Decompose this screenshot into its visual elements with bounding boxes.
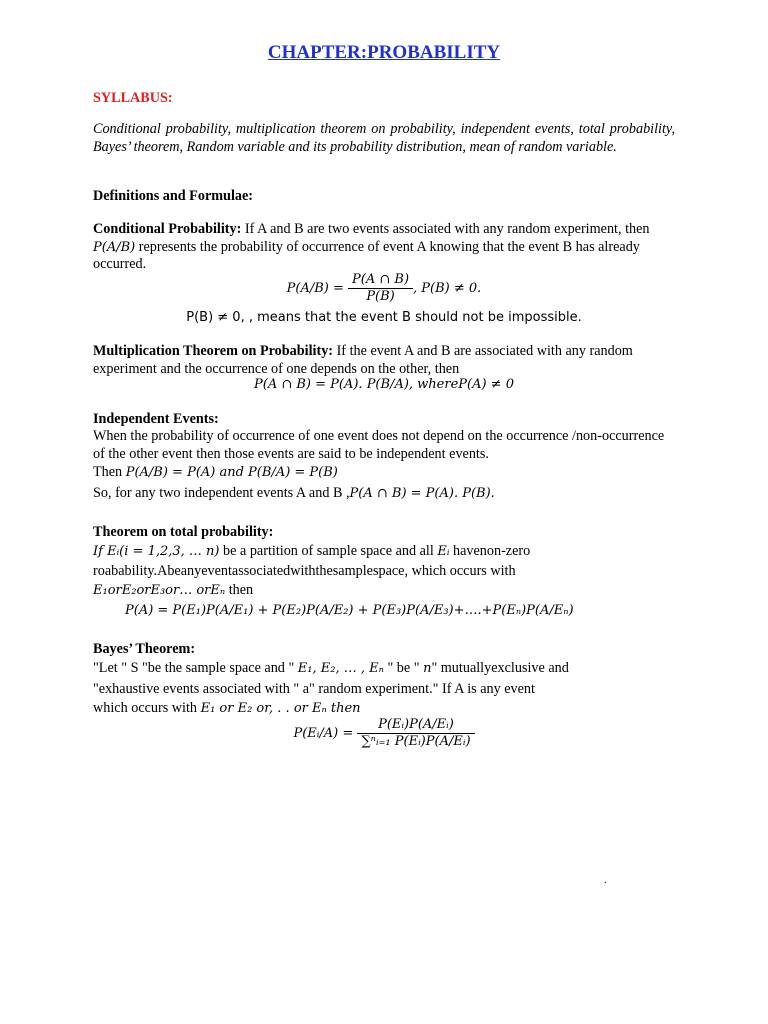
- conditional-paragraph: [93, 221, 675, 274]
- bayes-line1b: " be ": [383, 660, 424, 676]
- multiplication-text: If the event A and B are associated with any random experiment and the occurrence of one depends on the other, then: [93, 343, 633, 377]
- syllabus-heading: SYLLABUS:: [93, 90, 173, 106]
- conditional-denominator: P(B): [366, 289, 395, 304]
- bayes-line1-math: E₁, E₂, … , Eₙ: [297, 661, 384, 676]
- independent-then-line: [93, 464, 675, 482]
- total-line-1: [93, 543, 675, 561]
- bayes-line3-math: E₁ or E₂ or, . . or Eₙ then: [200, 701, 361, 716]
- independent-then-label: Then: [93, 464, 126, 480]
- bayes-formula-lhs: P(Eᵢ/A) =: [293, 726, 354, 741]
- independent-so-label: So, for any two independent events A and B ,: [93, 485, 350, 501]
- definitions-heading: Definitions and Formulae:: [93, 188, 254, 204]
- multiplication-heading: Multiplication Theorem on Probability:: [93, 343, 334, 359]
- independent-then-formula: P(A/B) = P(A) and P(B/A) = P(B): [125, 465, 338, 480]
- total-line3-math: E₁orE₂orE₃or… orEₙ: [93, 583, 226, 598]
- bayes-fraction: [357, 717, 474, 750]
- total-line1-text: be a partition of sample space and all: [219, 543, 438, 559]
- conditional-fraction: [348, 272, 413, 305]
- conditional-note: P(B) ≠ 0, , means that the event B should not be impossible.: [186, 310, 582, 325]
- total-line-3: [93, 582, 675, 600]
- independent-so-line: [93, 485, 675, 503]
- conditional-formula-tail: , P(B) ≠ 0.: [413, 281, 482, 296]
- conditional-formula: [93, 272, 675, 305]
- conditional-numerator: P(A ∩ B): [348, 272, 413, 289]
- total-formula: P(A) = P(E₁)P(A/E₁) + P(E₂)P(A/E₂) + P(E₃)P(A/E₃)+….+P(Eₙ)P(A/Eₙ): [125, 603, 574, 618]
- bayes-line-3: [93, 700, 675, 718]
- bayes-heading: Bayes’ Theorem:: [93, 641, 196, 657]
- bayes-line1c: " mutuallyexclusive and: [431, 660, 569, 676]
- total-heading: Theorem on total probability:: [93, 524, 274, 540]
- conditional-formula-lhs: P(A/B) =: [286, 281, 344, 296]
- bayes-line-1: [93, 660, 675, 678]
- total-line1-math2: Eᵢ: [437, 544, 450, 559]
- bayes-line-2: "exhaustive events associated with " a" random experiment." If A is any event: [93, 681, 535, 697]
- independent-heading: Independent Events:: [93, 411, 219, 427]
- bayes-denominator: ∑ⁿᵢ₌₁ P(Eᵢ)P(A/Eᵢ): [361, 734, 471, 749]
- conditional-heading: Conditional Probability:: [93, 221, 242, 237]
- syllabus-text: Conditional probability, multiplication theorem on probability, independent events, total probability, Bayes’ theorem, Random variable and its probability distribution, mean of random variable.: [93, 121, 675, 155]
- total-line3-text: then: [225, 582, 254, 598]
- multiplication-paragraph: [93, 343, 675, 378]
- independent-so-formula: P(A ∩ B) = P(A). P(B).: [349, 486, 495, 501]
- total-line1-math: If Eᵢ(i = 1,2,3, … n): [93, 544, 220, 559]
- stray-mark: .: [604, 875, 607, 886]
- bayes-line3a: which occurs with: [93, 700, 201, 716]
- conditional-expr: P(A/B): [93, 239, 136, 255]
- bayes-line1-math2: n: [423, 661, 432, 676]
- total-line-2: roabability.Abeanyeventassociatedwiththesamplespace, which occurs with: [93, 563, 516, 579]
- bayes-line1a: "Let " S "be the sample space and ": [93, 660, 298, 676]
- total-line1-text2: havenon-zero: [449, 543, 531, 559]
- page-title: CHAPTER:PROBABILITY: [267, 42, 501, 63]
- bayes-formula: [93, 717, 675, 750]
- independent-text: When the probability of occurrence of one event does not depend on the occurrence /non-occurrence of the other event then those events are said to be independent events.: [93, 428, 665, 462]
- bayes-numerator: P(Eᵢ)P(A/Eᵢ): [357, 717, 474, 734]
- conditional-text-1: If A and B are two events associated with any random experiment, then: [241, 221, 650, 237]
- multiplication-formula: P(A ∩ B) = P(A). P(B/A), whereP(A) ≠ 0: [254, 377, 514, 392]
- conditional-text-2: represents the probability of occurrence of event A knowing that the event B has already occurred.: [93, 238, 640, 272]
